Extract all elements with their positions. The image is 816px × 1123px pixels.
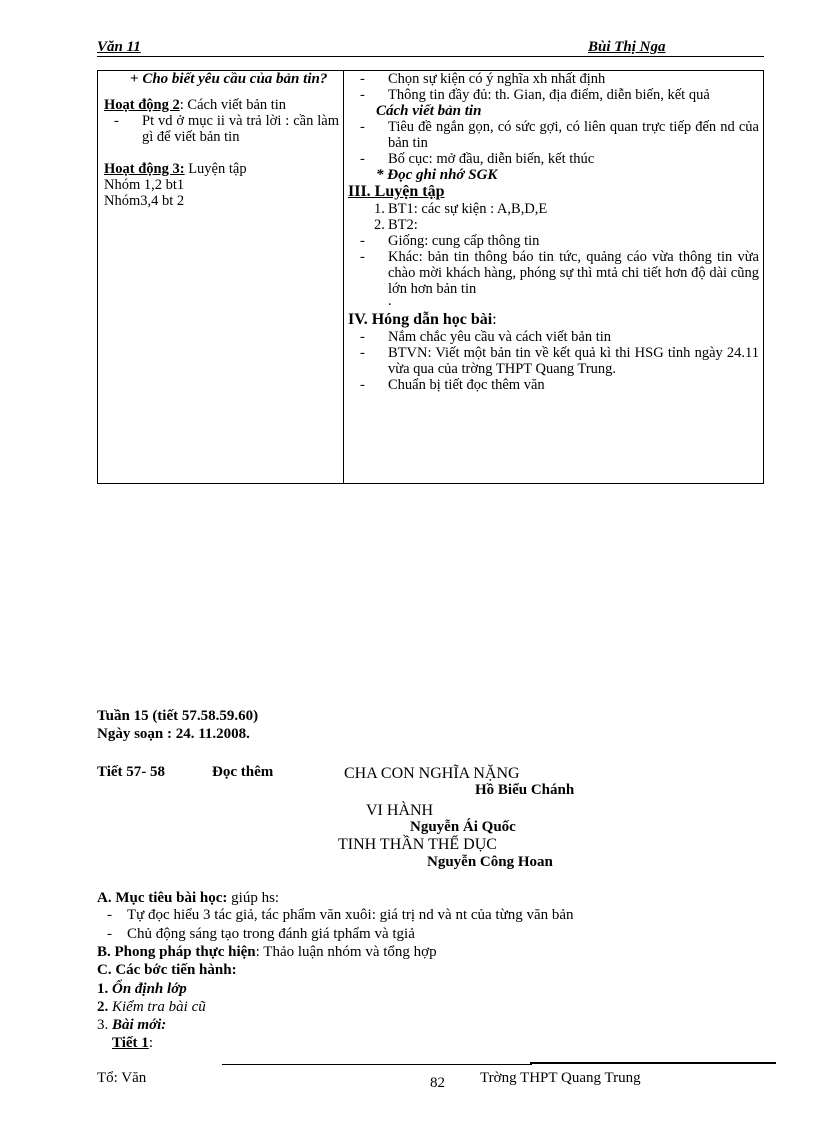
group-2: Nhóm3,4 bt 2 (104, 193, 185, 209)
activity-2: Hoạt động 2: Cách viết bản tin (104, 97, 287, 113)
footer-department: Tổ: Văn (97, 1070, 147, 1086)
work-1-title: CHA CON NGHĨA NẶNG (344, 765, 520, 782)
guide-1: - Nắm chắc yêu cầu và cách viết bản tin (350, 329, 759, 345)
section-a-item-2: - Chủ động sáng tạo trong đánh giá tphẩm và tgiả (107, 926, 415, 942)
step-1: 1. Ổn định lớp (97, 981, 187, 997)
section-a-item-1: - Tự đọc hiểu 3 tác giả, tác phẩm văn xuôi: giá trị nd và nt của từng văn bản (107, 907, 574, 923)
requirement-1: - Chọn sự kiện có ý nghĩa xh nhất định (350, 71, 759, 87)
activity-2-task: - Pt vd ở mục ii và trả lời : cần làm gì để viết bản tin (104, 113, 339, 145)
work-2-title: VI HÀNH (366, 802, 434, 819)
header-subject: Văn 11 (97, 39, 141, 55)
section-3-title: III. Luyện tập (348, 183, 445, 200)
period-label: Tiết 57- 58 (97, 764, 166, 780)
header-author: Bùi Thị Nga (588, 39, 666, 55)
step-3: 3. Bài mới: (97, 1017, 167, 1033)
footer-school: Trờng THPT Quang Trung (480, 1070, 641, 1086)
section-c: C. Các bớc tiến hành: (97, 962, 237, 978)
dot-mark: . (388, 293, 392, 309)
section-4-title: IV. Hóng dẫn học bài: (348, 311, 497, 328)
step-2: 2. Kiểm tra bài cũ (97, 999, 206, 1015)
similarity: - Giống: cung cấp thông tin (350, 233, 759, 249)
guide-3: - Chuẩn bị tiết đọc thêm văn (350, 377, 759, 393)
howto-1: - Tiêu đề ngắn gọn, có sức gợi, có liên quan trực tiếp đến nd của bản tin (350, 119, 759, 151)
difference: - Khác: bản tin thông báo tin tức, quảng cáo vừa thông tin vừa chào mời khách hàng, phóng sự thì mtả chi tiết hơn độ dài cũng lớn hơn bản tin (350, 249, 759, 297)
page-number: 82 (430, 1075, 445, 1091)
lesson-table (97, 70, 764, 484)
activities-column (98, 71, 344, 484)
footer-rule-left (222, 1064, 532, 1065)
requirement-2: - Thông tin đầy đủ: th. Gian, địa điểm, diễn biến, kết quả (350, 87, 759, 103)
period-1: Tiết 1: (112, 1035, 153, 1051)
exercise-1: 1. BT1: các sự kiện : A,B,D,E (374, 201, 548, 217)
content-column (344, 71, 764, 484)
prep-date: Ngày soạn : 24. 11.2008. (97, 726, 250, 742)
howto-2: - Bố cục: mở đầu, diễn biến, kết thúc (350, 151, 759, 167)
section-a: A. Mục tiêu bài học: giúp hs: (97, 890, 280, 906)
work-3-title: TINH THẦN THỂ DỤC (338, 836, 497, 853)
period-type: Đọc thêm (212, 764, 274, 780)
work-2-author: Nguyễn Ái Quốc (410, 819, 516, 835)
week-info: Tuần 15 (tiết 57.58.59.60) (97, 708, 259, 724)
group-1: Nhóm 1,2 bt1 (104, 177, 185, 193)
section-b: B. Phong pháp thực hiện: Thảo luận nhóm và tổng hợp (97, 944, 437, 960)
howto-title: Cách viết bản tin (376, 103, 482, 119)
work-3-author: Nguyễn Công Hoan (427, 854, 553, 870)
activity-3: Hoạt động 3: Luyện tập (104, 161, 247, 177)
exercise-2: 2. BT2: (374, 217, 418, 233)
question-requirements: + Cho biết yêu cầu của bản tin? (130, 71, 328, 87)
note-sgk: * Đọc ghi nhớ SGK (376, 167, 498, 183)
guide-2: - BTVN: Viết một bản tin về kết quả kì thi HSG tỉnh ngày 24.11 vừa qua của trờng THPT Quang Trung. (350, 345, 759, 377)
work-1-author: Hồ Biểu Chánh (475, 782, 575, 798)
footer-rule-right (530, 1062, 776, 1064)
header-rule (97, 56, 764, 57)
